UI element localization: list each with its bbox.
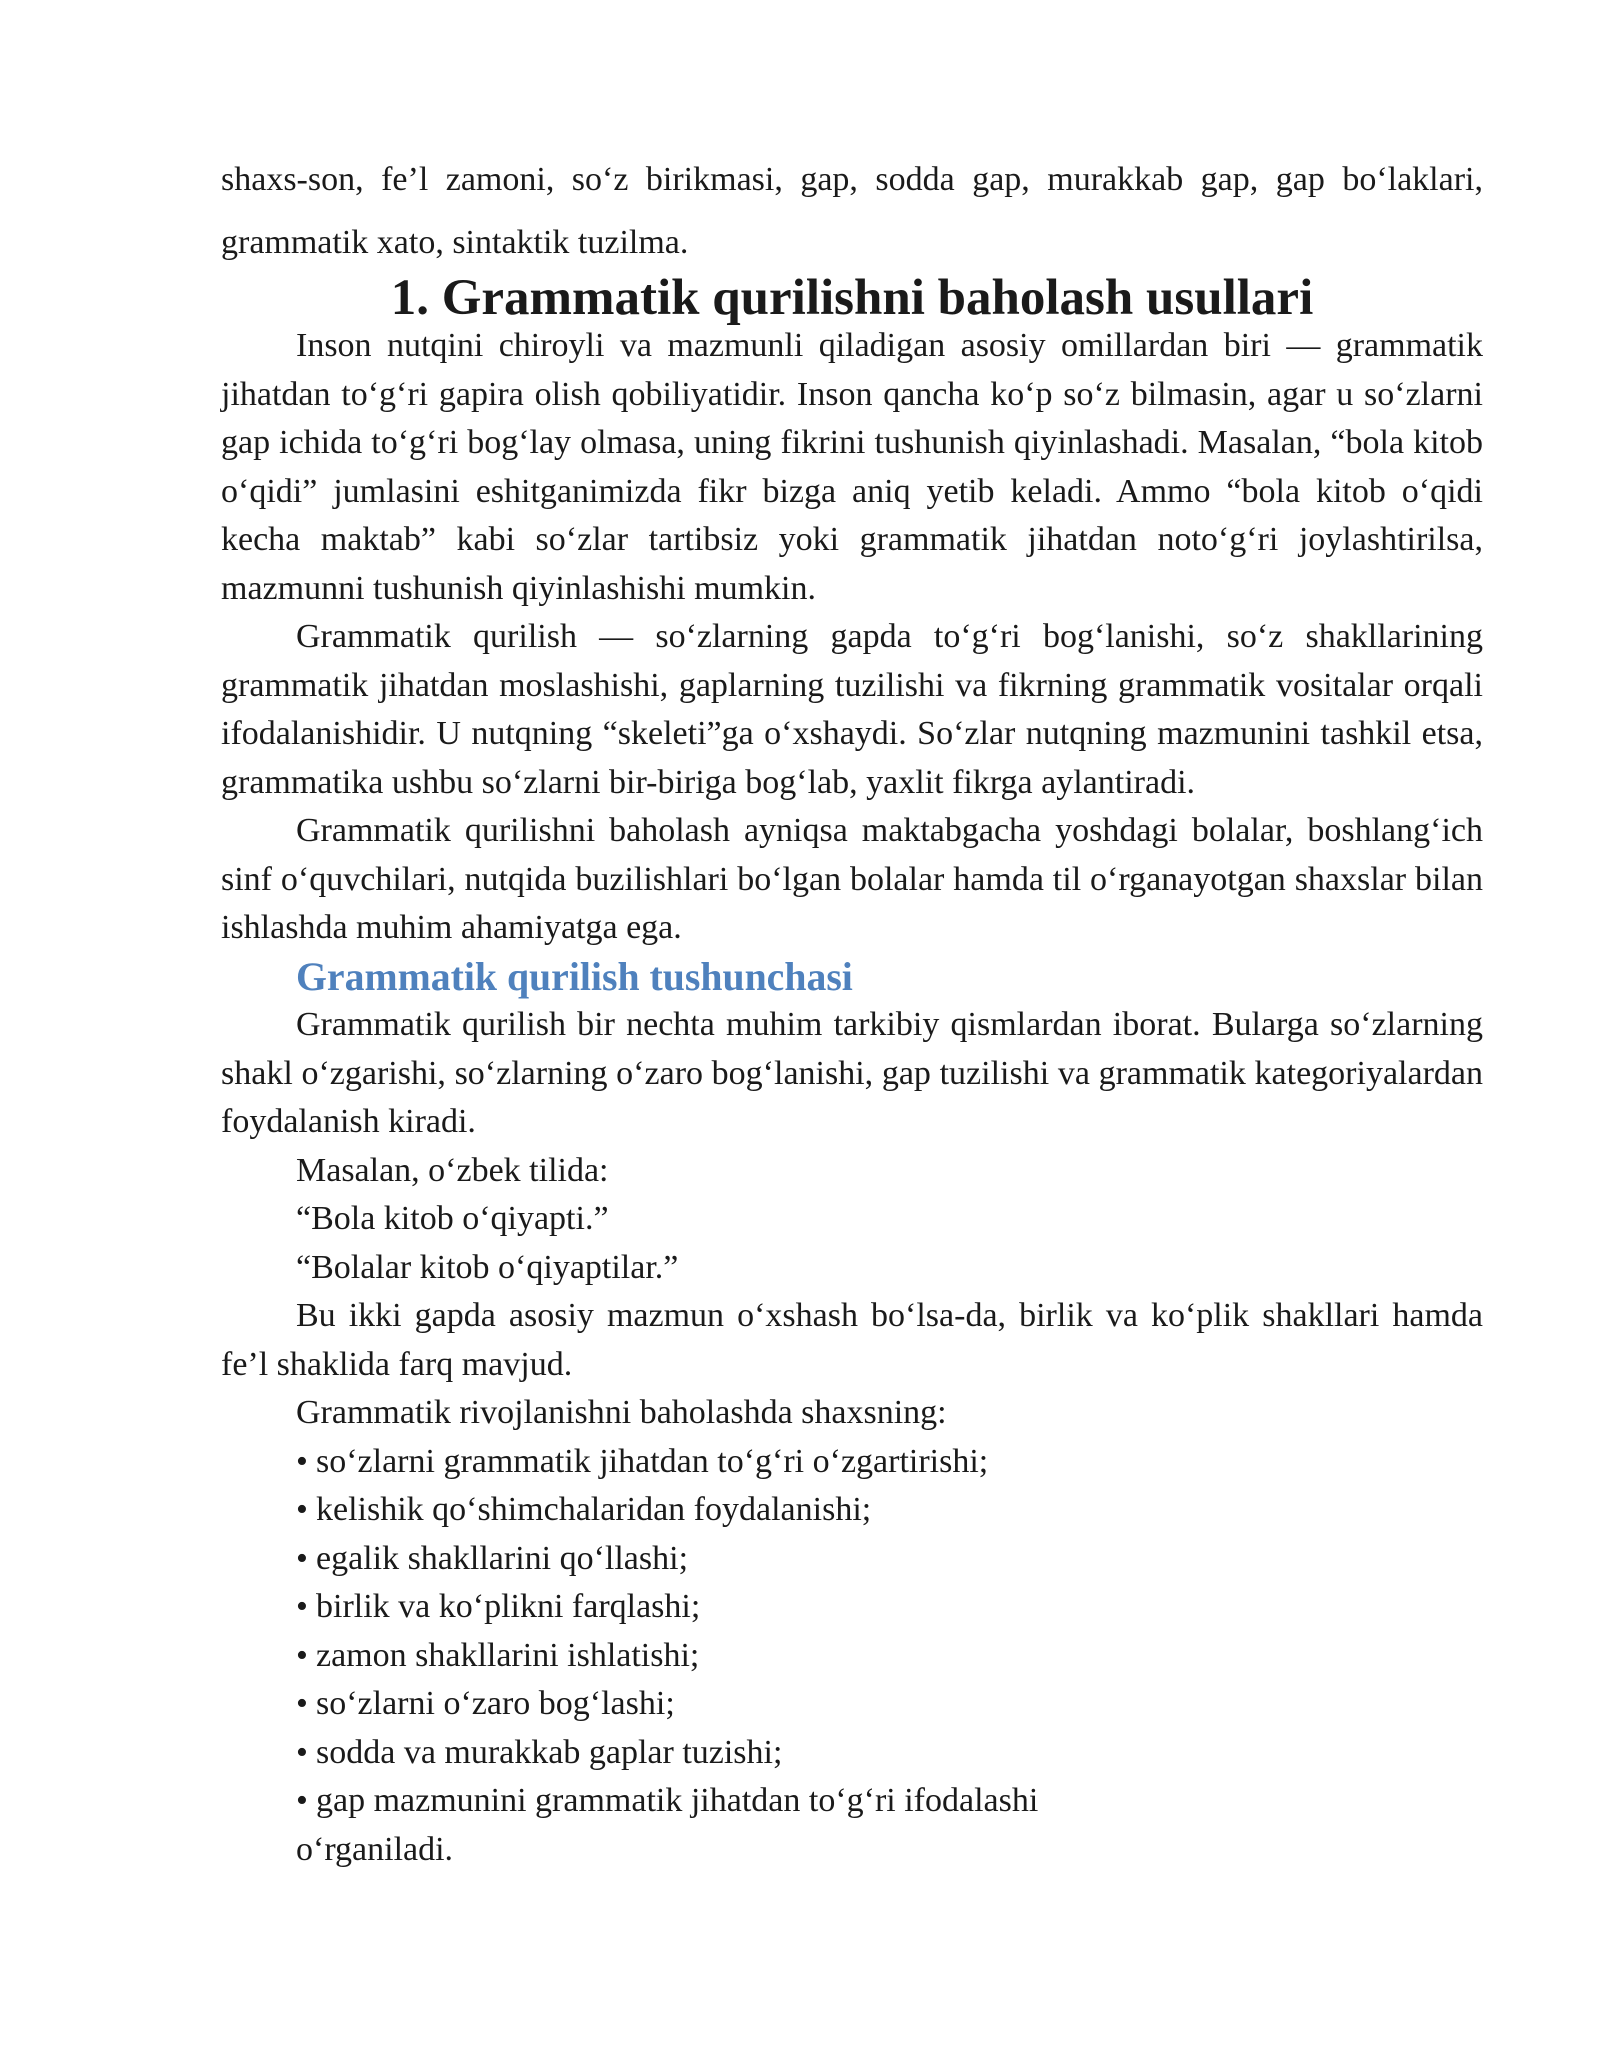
bullet-icon: • [296,1733,308,1771]
list-item-text: gap mazmunini grammatik jihatdan to‘g‘ri ifodalashi [316,1782,1039,1819]
bullet-icon: • [296,1782,308,1819]
bullet-icon: • [296,1685,308,1722]
list-item-text: kelishik qo‘shimchalaridan foydalanishi; [316,1491,872,1528]
list-item-text: so‘zlarni grammatik jihatdan to‘g‘ri o‘zgartirishi; [316,1442,989,1480]
list-item-text: so‘zlarni o‘zaro bog‘lashi; [316,1685,675,1722]
example-explanation: Bu ikki gapda asosiy mazmun o‘xshash bo‘lsa-da, birlik va ko‘plik shakllari hamda fe’l shaklida farq mavjud. [221,1297,1483,1383]
bullet-icon: • [296,1588,308,1625]
body-paragraph-1: Inson nutqini chiroyli va mazmunli qiladigan asosiy omillardan biri — grammatik jihatdan to‘g‘ri gapira olish qobiliyatidir. Inson qancha ko‘p so‘z bilmasin, agar u so‘zlarni gap ichida to‘g‘ri bog‘lay olmasa, uning fikrini tushunish qiyinlashadi. Masalan, “bola kitob o‘qidi” jumlasini eshitganimizda fikr bizga aniq yetib keladi. Ammo “bola kitob o‘qidi kecha maktab” kabi so‘zlar tartibsiz yoki grammatik jihatdan noto‘g‘ri joylashtirilsa, mazmunni tushunish qiyinlashishi mumkin. [221,327,1483,607]
list-item-text: zamon shakllarini ishlatishi; [316,1636,700,1674]
section-heading: 1. Grammatik qurilishni baholash usullari [390,270,1314,326]
list-item-text: sodda va murakkab gaplar tuzishi; [316,1733,783,1771]
list-item [221,1583,1483,1632]
assessment-criteria-list [221,1438,1483,1826]
list-intro: Grammatik rivojlanishni baholashda shaxsning: [296,1394,947,1431]
subheading-grammar-concept: Grammatik qurilish tushunchasi [296,954,853,999]
example-sentence-2: “Bolalar kitob o‘qiyaptilar.” [296,1248,679,1286]
document-page [221,148,1483,1874]
list-item [221,1777,1483,1826]
list-item [221,1632,1483,1681]
concept-paragraph: Grammatik qurilish bir nechta muhim tarkibiy qismlardan iborat. Bularga so‘zlarning shakl o‘zgarishi, so‘zlarning o‘zaro bog‘lanishi, gap tuzilishi va grammatik kategoriyalardan foydalanish kiradi. [221,1006,1483,1140]
list-item [221,1486,1483,1535]
list-item [221,1680,1483,1729]
list-item [221,1535,1483,1584]
example-intro: Masalan, o‘zbek tilida: [296,1151,609,1189]
bullet-icon: • [296,1539,308,1577]
list-item-text: birlik va ko‘plikni farqlashi; [316,1588,701,1625]
bullet-icon: • [296,1636,308,1674]
list-item [221,1729,1483,1778]
body-paragraph-3: Grammatik qurilishni baholash ayniqsa maktabgacha yoshdagi bolalar, boshlang‘ich sinf o‘quvchilari, nutqida buzilishlari bo‘lgan bolalar hamda til o‘rganayotgan shaxslar bilan ishlashda muhim ahamiyatga ega. [221,812,1483,946]
body-paragraph-2: Grammatik qurilish — so‘zlarning gapda to‘g‘ri bog‘lanishi, so‘z shakllarining grammatik jihatdan moslashishi, gaplarning tuzilishi va fikrning grammatik vositalar orqali ifodalanishidir. U nutqning “skeleti”ga o‘xshaydi. So‘zlar nutqning mazmunini tashkil etsa, grammatika ushbu so‘zlarni bir-biriga bog‘lab, yaxlit fikrga aylantiradi. [221,618,1483,801]
list-item [221,1438,1483,1487]
intro-continuation-paragraph: shaxs-son, fe’l zamoni, so‘z birikmasi, gap, sodda gap, murakkab gap, gap bo‘laklari, grammatik xato, sintaktik tuzilma. [221,161,1483,261]
bullet-icon: • [296,1491,308,1528]
bullet-icon: • [296,1442,308,1480]
list-item-text: egalik shakllarini qo‘llashi; [316,1539,689,1577]
list-closing: o‘rganiladi. [296,1830,454,1868]
example-sentence-1: “Bola kitob o‘qiyapti.” [296,1200,609,1237]
